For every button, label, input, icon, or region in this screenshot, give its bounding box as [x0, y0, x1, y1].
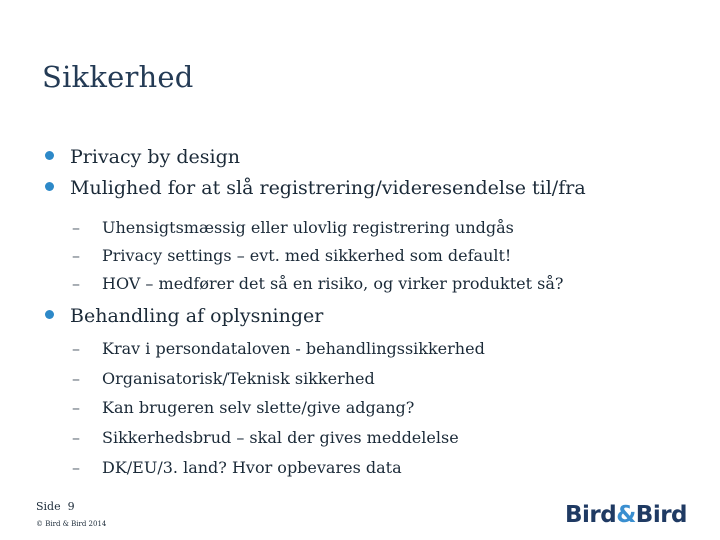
slide-title: Sikkerhed: [42, 60, 194, 94]
sub-text: Krav i persondataloven - behandlingssikkerhed: [102, 339, 485, 358]
logo-word: Bird: [565, 502, 617, 528]
dash-icon: –: [72, 246, 80, 265]
page-number-value: 9: [67, 500, 75, 513]
bullet-item: [45, 146, 240, 168]
dash-icon: –: [72, 428, 80, 447]
dash-icon: –: [72, 458, 80, 477]
sub-text: HOV – medfører det så en risiko, og virker produktet så?: [102, 274, 564, 293]
bird-and-bird-logo: [565, 502, 687, 528]
logo-ampersand: &: [616, 502, 636, 528]
sub-text: Uhensigtsmæssig eller ulovlig registrering undgås: [102, 218, 514, 237]
sub-item: [72, 398, 414, 417]
dash-icon: –: [72, 398, 80, 417]
dash-icon: –: [72, 339, 80, 358]
sub-text: Privacy settings – evt. med sikkerhed som default!: [102, 246, 512, 265]
bullet-dot-icon: [45, 182, 54, 191]
sub-item: [72, 428, 459, 447]
sub-text: Organisatorisk/Teknisk sikkerhed: [102, 369, 375, 388]
dash-icon: –: [72, 218, 80, 237]
sub-item: [72, 339, 485, 358]
page-number: [36, 500, 75, 513]
sub-text: DK/EU/3. land? Hvor opbevares data: [102, 458, 402, 477]
bullet-item: [45, 177, 586, 199]
page-label: Side: [36, 500, 61, 513]
dash-icon: –: [72, 274, 80, 293]
sub-item: [72, 246, 511, 265]
bullet-dot-icon: [45, 310, 54, 319]
sub-item: [72, 218, 514, 237]
sub-item: [72, 458, 402, 477]
bullet-item: [45, 305, 323, 327]
logo-word: Bird: [635, 502, 688, 528]
sub-text: Kan brugeren selv slette/give adgang?: [102, 398, 415, 417]
copyright: © Bird & Bird 2014: [36, 520, 107, 528]
dash-icon: –: [72, 369, 80, 388]
bullet-dot-icon: [45, 151, 54, 160]
sub-item: [72, 274, 564, 293]
sub-item: [72, 369, 375, 388]
bullet-text: Privacy by design: [70, 146, 240, 168]
bullet-text: Mulighed for at slå registrering/videresendelse til/fra: [70, 177, 586, 199]
sub-text: Sikkerhedsbrud – skal der gives meddelelse: [102, 428, 459, 447]
bullet-text: Behandling af oplysninger: [70, 305, 324, 327]
